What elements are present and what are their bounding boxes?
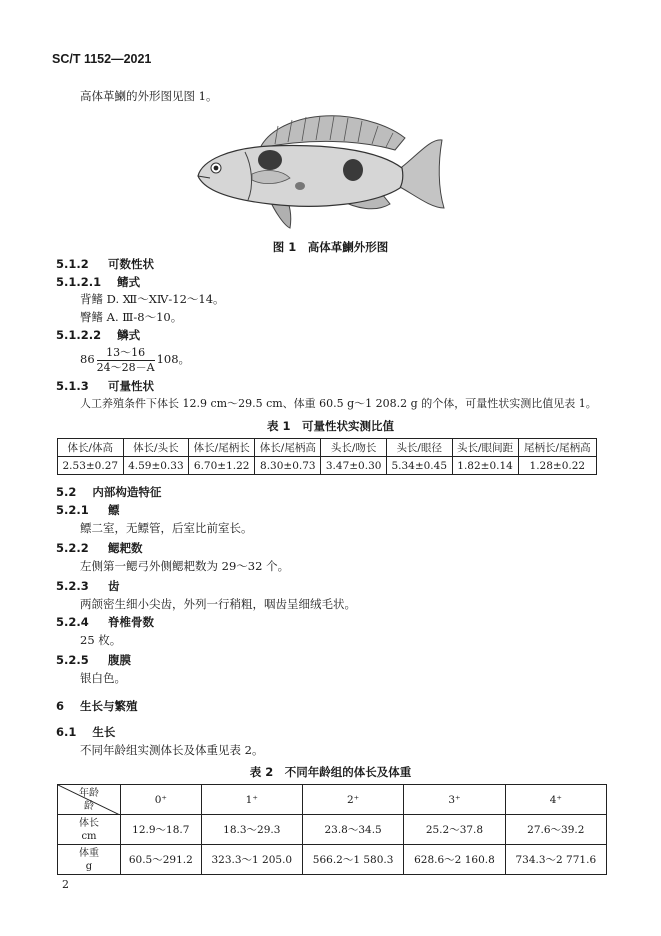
table-1-cell: 2.53±0.27 xyxy=(58,457,124,475)
table-2-cell: 27.6～39.2 xyxy=(505,815,606,845)
table-1 xyxy=(57,438,597,475)
section-5-1-2-2-heading: 5.1.2.2 鳞式 xyxy=(56,328,141,342)
table-2-age-header: 4⁺ xyxy=(505,785,606,815)
table-2-cell: 566.2～1 580.3 xyxy=(302,845,403,875)
intro-text: 高体革鯻的外形图见图 1。 xyxy=(80,89,218,103)
table-1-header: 头长/吻长 xyxy=(321,439,387,457)
measurable-traits-text: 人工养殖条件下体长 12.9 cm～29.5 cm、体重 60.5 g～1 208.2 g 的个体，可量性状实测比值见表 1。 xyxy=(80,397,597,410)
table-1-cell: 1.82±0.14 xyxy=(452,457,518,475)
swim-bladder-text: 鳔二室，无鳔管，后室比前室长。 xyxy=(80,521,253,535)
table-2 xyxy=(57,784,607,875)
gill-rakers-text: 左侧第一鳃弓外侧鳃耙数为 29～32 个。 xyxy=(80,559,290,573)
table-2-cell: 18.3～29.3 xyxy=(201,815,302,845)
section-6-1-heading: 6.1 生长 xyxy=(56,725,116,739)
table-2-age-header: 0⁺ xyxy=(121,785,202,815)
section-5-2-2-heading: 5.2.2 鳃耙数 xyxy=(56,541,143,555)
table-1-cell: 3.47±0.30 xyxy=(321,457,387,475)
table-1-header: 尾柄长/尾柄高 xyxy=(518,439,596,457)
table-2-row-label: 体长 cm xyxy=(58,815,121,845)
growth-text: 不同年龄组实测体长及体重见表 2。 xyxy=(80,743,264,757)
section-5-2-3-heading: 5.2.3 齿 xyxy=(56,579,120,593)
section-5-2-1-heading: 5.2.1 鳔 xyxy=(56,503,120,517)
table-2-cell: 60.5～291.2 xyxy=(121,845,202,875)
table-1-cell: 5.34±0.45 xyxy=(386,457,452,475)
table-1-header: 头长/眼径 xyxy=(386,439,452,457)
table-2-age-header: 2⁺ xyxy=(302,785,403,815)
teeth-text: 两颌密生细小尖齿，外列一行稍粗，咽齿呈细绒毛状。 xyxy=(80,597,356,611)
table-1-cell: 1.28±0.22 xyxy=(518,457,596,475)
table-2-cell: 25.2～37.8 xyxy=(404,815,505,845)
table-1-header: 体长/头长 xyxy=(123,439,189,457)
table-1-header: 体长/体高 xyxy=(58,439,124,457)
table-2-cell: 23.8～34.5 xyxy=(302,815,403,845)
section-5-1-3-heading: 5.1.3 可量性状 xyxy=(56,379,155,393)
table-1-header: 体长/尾柄长 xyxy=(189,439,255,457)
table-2-age-header: 1⁺ xyxy=(201,785,302,815)
table-2-cell: 734.3～2 771.6 xyxy=(505,845,606,875)
table-1-caption: 表 1 可量性状实测比值 xyxy=(266,419,394,433)
table-1-cell: 4.59±0.33 xyxy=(123,457,189,475)
page-number: 2 xyxy=(62,878,69,891)
table-1-header: 头长/眼间距 xyxy=(452,439,518,457)
table-2-cell: 323.3～1 205.0 xyxy=(201,845,302,875)
section-5-2-heading: 5.2 内部构造特征 xyxy=(56,485,162,499)
table-2-age-header: 3⁺ xyxy=(404,785,505,815)
table-2-cell: 628.6～2 160.8 xyxy=(404,845,505,875)
section-5-2-4-heading: 5.2.4 脊椎骨数 xyxy=(56,615,155,629)
table-1-cell: 6.70±1.22 xyxy=(189,457,255,475)
fish-illustration xyxy=(190,108,450,233)
section-5-1-2-heading: 5.1.2 可数性状 xyxy=(56,257,155,271)
dorsal-fin-text: 背鳍 D. Ⅻ～ⅩⅣ-12～14。 xyxy=(80,292,225,306)
table-1-header: 体长/尾柄高 xyxy=(255,439,321,457)
table-2-caption: 表 2 不同年龄组的体长及体重 xyxy=(249,765,412,779)
peritoneum-text: 银白色。 xyxy=(80,671,126,685)
scale-formula: 86 $\frac{13\sim 16}{24\sim 28-A}$ 108。 xyxy=(80,345,191,374)
table-2-corner-cell: 年龄 龄 xyxy=(58,785,121,815)
table-2-cell: 12.9～18.7 xyxy=(121,815,202,845)
standard-code: SC/T 1152—2021 xyxy=(52,52,152,66)
anal-fin-text: 臀鳍 A. Ⅲ-8～10。 xyxy=(80,310,183,324)
section-5-1-2-1-heading: 5.1.2.1 鳍式 xyxy=(56,275,141,289)
section-5-2-5-heading: 5.2.5 腹膜 xyxy=(56,653,132,667)
section-6-heading: 6 生长与繁殖 xyxy=(56,699,138,713)
vertebrae-text: 25 枚。 xyxy=(80,633,122,647)
table-2-row-label: 体重 g xyxy=(58,845,121,875)
table-1-cell: 8.30±0.73 xyxy=(255,457,321,475)
figure-caption: 图 1 高体革鯻外形图 xyxy=(272,240,389,254)
